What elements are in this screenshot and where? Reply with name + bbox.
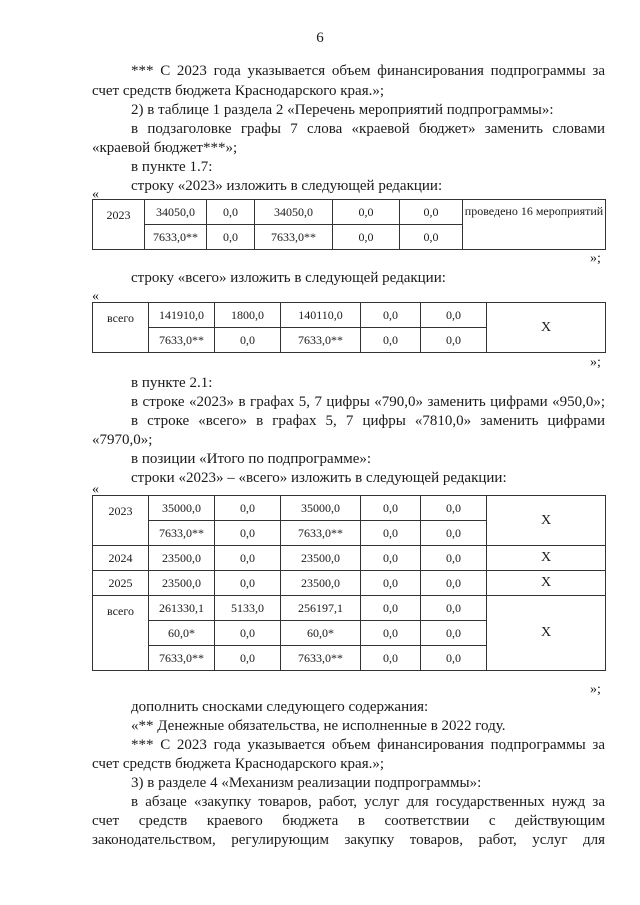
cell: 0,0 (421, 521, 487, 546)
cell: 7633,0** (149, 646, 215, 671)
text-line: «краевой бюджет***»; (92, 140, 238, 156)
text-line: строку «всего» изложить в следующей редакции: (131, 270, 446, 286)
close-quote: »; (590, 355, 601, 370)
cell: 7633,0** (281, 646, 361, 671)
cell: 0,0 (207, 225, 255, 250)
cell: 23500,0 (281, 546, 361, 571)
cell: 23500,0 (149, 571, 215, 596)
year-cell: 2023 (93, 200, 145, 250)
text-line: 3) в разделе 4 «Механизм реализации подпрограммы»: (131, 775, 482, 791)
x-mark-cell: X (487, 571, 606, 596)
cell: 0,0 (361, 621, 421, 646)
cell: 0,0 (333, 225, 400, 250)
text-line: «** Денежные обязательства, не исполненные в 2022 году. (131, 718, 506, 734)
cell: 0,0 (361, 328, 421, 353)
text-line: законодательством, регулирующим закупку товаров, работ, услуг для (92, 832, 605, 848)
cell: 0,0 (421, 571, 487, 596)
cell: 0,0 (421, 303, 487, 328)
cell: 7633,0** (281, 521, 361, 546)
table-row (93, 200, 606, 225)
text-line: в позиции «Итого по подпрограмме»: (131, 451, 372, 467)
table-total-row (92, 302, 606, 353)
page-number: 6 (316, 30, 324, 46)
table-row (93, 571, 606, 596)
text-line: строку «2023» изложить в следующей редакции: (131, 178, 443, 194)
cell: 0,0 (215, 571, 281, 596)
cell: 0,0 (361, 546, 421, 571)
cell: 35000,0 (149, 496, 215, 521)
cell: 23500,0 (281, 571, 361, 596)
cell: 34050,0 (255, 200, 333, 225)
cell: 1800,0 (215, 303, 281, 328)
cell: 140110,0 (281, 303, 361, 328)
cell: 23500,0 (149, 546, 215, 571)
cell: 0,0 (215, 546, 281, 571)
table-subprogram-total (92, 495, 606, 671)
text-line: *** С 2023 года указывается объем финансирования подпрограммы за (131, 737, 605, 753)
text-line: в абзаце «закупку товаров, работ, услуг для государственных нужд за (131, 794, 605, 810)
cell: 7633,0** (255, 225, 333, 250)
cell: 0,0 (400, 200, 463, 225)
year-cell: 2025 (93, 571, 149, 596)
table-2023-row (92, 199, 606, 250)
text-line: «7970,0»; (92, 432, 153, 448)
table-row (93, 596, 606, 621)
x-mark-cell: X (487, 596, 606, 671)
x-mark-cell: X (487, 496, 606, 546)
text-line: в строке «всего» в графах 5, 7 цифры «7810,0» заменить цифрами (131, 413, 605, 429)
text-line: в подзаголовке графы 7 слова «краевой бюджет» заменить словами (131, 121, 605, 137)
cell: 141910,0 (149, 303, 215, 328)
close-quote: »; (590, 251, 601, 266)
cell: 0,0 (333, 200, 400, 225)
cell: 5133,0 (215, 596, 281, 621)
cell: 7633,0** (149, 521, 215, 546)
open-quote: « (92, 289, 99, 304)
text-line: в пункте 1.7: (131, 159, 213, 175)
table-row (93, 546, 606, 571)
cell: 0,0 (361, 521, 421, 546)
cell: 0,0 (421, 328, 487, 353)
cell: 35000,0 (281, 496, 361, 521)
cell: 261330,1 (149, 596, 215, 621)
text-line: дополнить сносками следующего содержания: (131, 699, 429, 715)
cell: 0,0 (400, 225, 463, 250)
cell: 7633,0** (281, 328, 361, 353)
cell: 0,0 (421, 646, 487, 671)
open-quote: « (92, 187, 99, 202)
cell: 7633,0** (145, 225, 207, 250)
text-line: счет средств бюджета Краснодарского края.»; (92, 756, 385, 772)
cell: 0,0 (361, 596, 421, 621)
text-line: счет средств краевого бюджета в соответствии с действующим (92, 813, 605, 829)
cell: 0,0 (421, 621, 487, 646)
cell: 0,0 (361, 571, 421, 596)
text-line: счет средств бюджета Краснодарского края.»; (92, 83, 385, 99)
text-line: строки «2023» – «всего» изложить в следующей редакции: (131, 470, 507, 486)
total-label-cell: всего (93, 303, 149, 353)
cell: 0,0 (361, 496, 421, 521)
cell: 0,0 (421, 496, 487, 521)
cell: 60,0* (149, 621, 215, 646)
cell: 34050,0 (145, 200, 207, 225)
text-line: в пункте 2.1: (131, 375, 213, 391)
cell: 0,0 (215, 521, 281, 546)
text-line: 2) в таблице 1 раздела 2 «Перечень мероприятий подпрограммы»: (131, 102, 554, 118)
year-cell: 2023 (93, 496, 149, 546)
cell: 0,0 (215, 646, 281, 671)
cell: 0,0 (361, 303, 421, 328)
cell: 0,0 (215, 328, 281, 353)
text-line: *** С 2023 года указывается объем финансирования подпрограммы за (131, 63, 605, 79)
cell: 0,0 (421, 596, 487, 621)
cell: 0,0 (215, 621, 281, 646)
cell: 0,0 (421, 546, 487, 571)
cell: 7633,0** (149, 328, 215, 353)
table-row (93, 496, 606, 521)
cell: 0,0 (207, 200, 255, 225)
open-quote: « (92, 482, 99, 497)
x-mark-cell: X (487, 546, 606, 571)
text-line: в строке «2023» в графах 5, 7 цифры «790,0» заменить цифрами «950,0»; (131, 394, 605, 410)
year-cell: 2024 (93, 546, 149, 571)
cell: 256197,1 (281, 596, 361, 621)
result-note-cell: проведено 16 мероприятий (463, 200, 606, 250)
close-quote: »; (590, 682, 601, 697)
cell: 0,0 (361, 646, 421, 671)
total-label-cell: всего (93, 596, 149, 671)
x-mark-cell: X (487, 303, 606, 353)
cell: 60,0* (281, 621, 361, 646)
cell: 0,0 (215, 496, 281, 521)
table-row (93, 303, 606, 328)
